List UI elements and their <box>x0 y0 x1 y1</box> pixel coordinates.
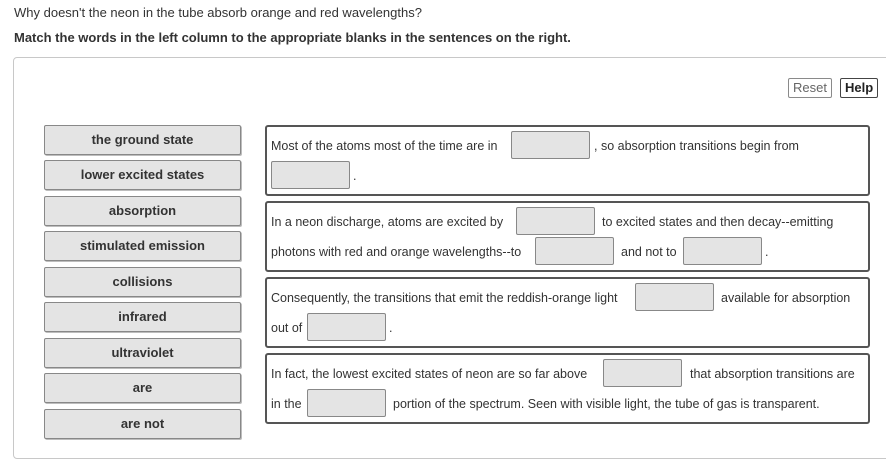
sentence-3-blank-1[interactable] <box>635 283 714 311</box>
sentence-3-text-a: Consequently, the transitions that emit the reddish-orange light <box>271 291 618 305</box>
sentence-3-text-b: available for absorption <box>721 291 851 305</box>
word-are-not[interactable]: are not <box>44 409 241 439</box>
sentence-2-text-e: . <box>765 245 769 259</box>
sentence-2-text-c: photons with red and orange wavelengths--to <box>271 245 522 259</box>
sentence-4-text-a: In fact, the lowest excited states of neon are so far above <box>271 367 588 381</box>
question-text: Why doesn't the neon in the tube absorb orange and red wavelengths? <box>14 5 422 20</box>
reset-button[interactable]: Reset <box>788 78 832 98</box>
sentence-4-blank-1[interactable] <box>603 359 682 387</box>
word-the-ground-state[interactable]: the ground state <box>44 125 241 155</box>
sentence-4-text-c: in the <box>271 397 302 411</box>
sentence-1-text-a: Most of the atoms most of the time are in <box>271 139 498 153</box>
word-lower-excited-states[interactable]: lower excited states <box>44 160 241 190</box>
sentence-2-blank-3[interactable] <box>683 237 762 265</box>
word-infrared[interactable]: infrared <box>44 302 241 332</box>
sentence-2-text-d: and not to <box>621 245 677 259</box>
sentence-3-text-d: . <box>389 321 393 335</box>
sentence-1-blank-1[interactable] <box>511 131 590 159</box>
word-absorption[interactable]: absorption <box>44 196 241 226</box>
sentence-4-text-d: portion of the spectrum. Seen with visible light, the tube of gas is transparent. <box>393 397 820 411</box>
sentence-1-blank-2[interactable] <box>271 161 350 189</box>
word-ultraviolet[interactable]: ultraviolet <box>44 338 241 368</box>
sentence-1-text-b: , so absorption transitions begin from <box>594 139 799 153</box>
sentence-4-text-b: that absorption transitions are <box>690 367 855 381</box>
sentence-3-blank-2[interactable] <box>307 313 386 341</box>
word-stimulated-emission[interactable]: stimulated emission <box>44 231 241 261</box>
sentence-4-blank-2[interactable] <box>307 389 386 417</box>
word-are[interactable]: are <box>44 373 241 403</box>
sentence-2-text-b: to excited states and then decay--emitting <box>602 215 834 229</box>
sentence-2-text-a: In a neon discharge, atoms are excited by <box>271 215 504 229</box>
instruction-text: Match the words in the left column to the appropriate blanks in the sentences on the right. <box>14 30 571 45</box>
sentence-2-blank-1[interactable] <box>516 207 595 235</box>
sentence-3-text-c: out of <box>271 321 303 335</box>
word-collisions[interactable]: collisions <box>44 267 241 297</box>
help-button[interactable]: Help <box>840 78 878 98</box>
sentence-2-blank-2[interactable] <box>535 237 614 265</box>
sentence-1-text-c: . <box>353 169 357 183</box>
